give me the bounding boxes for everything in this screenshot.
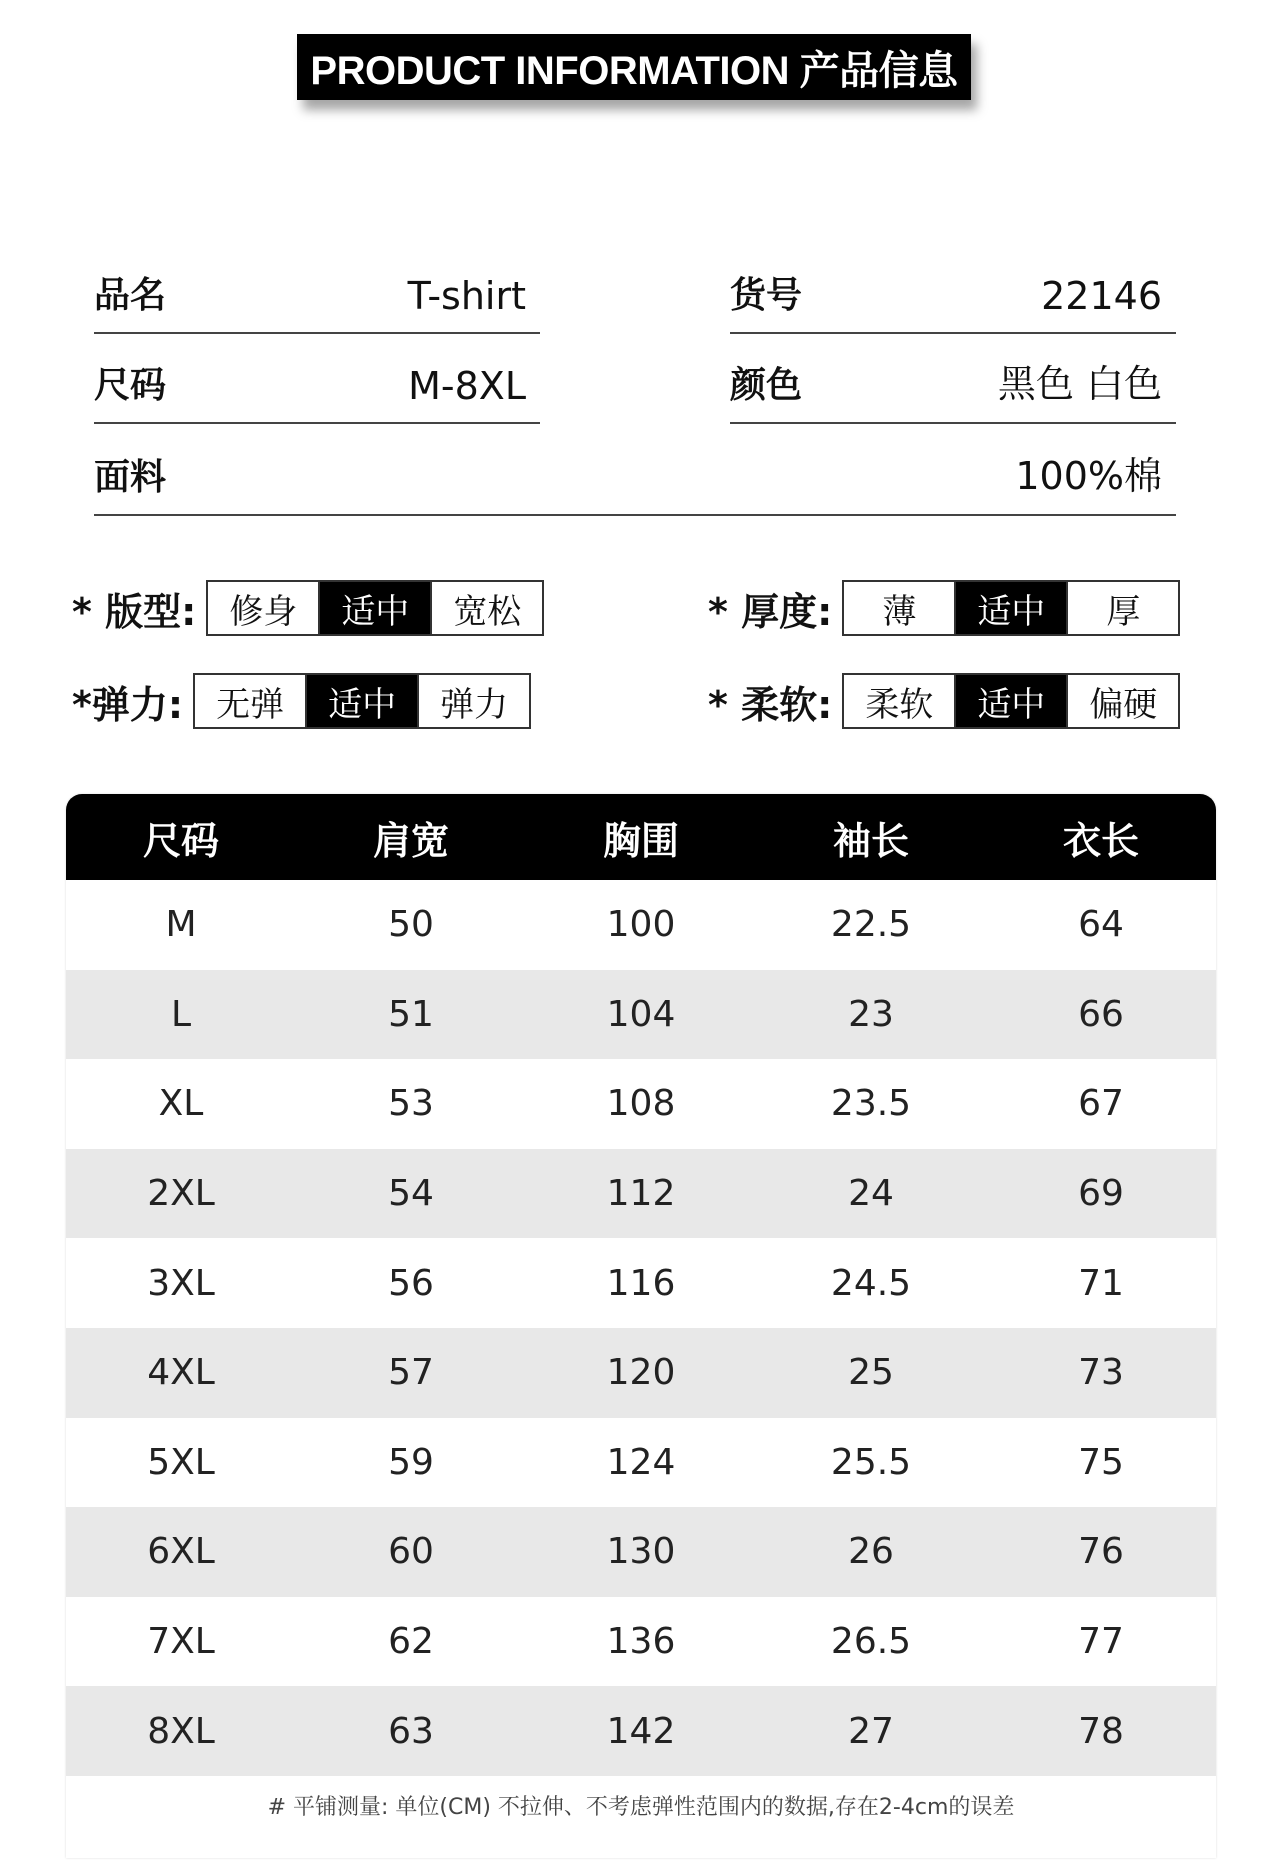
- header-chest: 胸围: [602, 818, 679, 863]
- table-cell: 71: [1078, 1262, 1124, 1304]
- table-cell: 57: [388, 1352, 434, 1394]
- table-row: [66, 970, 1216, 1060]
- table-cell: 69: [1078, 1173, 1124, 1215]
- info-row-fabric: [94, 444, 1176, 516]
- info-row-size: [94, 352, 540, 424]
- rating-fit: [72, 580, 544, 636]
- table-cell: 50: [388, 904, 434, 946]
- rating-thickness: [708, 580, 1180, 636]
- rating-option: 厚: [1068, 582, 1178, 634]
- color-label: 颜色: [730, 365, 803, 406]
- table-cell: 76: [1078, 1531, 1124, 1573]
- table-cell: 108: [606, 1083, 676, 1125]
- rating-option: 无弹: [195, 675, 307, 727]
- table-cell: 63: [388, 1710, 434, 1752]
- rating-option: 宽松: [432, 582, 542, 634]
- table-cell: 64: [1078, 904, 1124, 946]
- table-row: [66, 1238, 1216, 1328]
- table-cell: 67: [1078, 1083, 1124, 1125]
- table-cell: 3XL: [147, 1262, 215, 1304]
- table-cell: 24.5: [830, 1262, 912, 1304]
- table-cell: 8XL: [147, 1710, 215, 1752]
- table-cell: 142: [606, 1710, 676, 1752]
- name-value: T-shirt: [407, 274, 526, 318]
- table-cell: 124: [606, 1441, 676, 1483]
- table-cell: 23: [848, 993, 894, 1035]
- table-cell: 130: [606, 1531, 676, 1573]
- table-cell: 22.5: [830, 904, 912, 946]
- rating-option: 适中: [956, 675, 1068, 727]
- table-cell: 112: [606, 1173, 676, 1215]
- table-cell: 23.5: [830, 1083, 912, 1125]
- table-cell: M: [165, 904, 197, 946]
- header-length: 衣长: [1062, 818, 1139, 863]
- table-row: [66, 1597, 1216, 1687]
- table-row: [66, 1418, 1216, 1508]
- table-row: [66, 1686, 1216, 1776]
- table-cell: XL: [158, 1083, 204, 1125]
- table-cell: 27: [848, 1710, 894, 1752]
- table-row: [66, 880, 1216, 970]
- table-row: [66, 1059, 1216, 1149]
- table-cell: 56: [388, 1262, 434, 1304]
- rating-option: 适中: [307, 675, 419, 727]
- table-cell: 59: [388, 1441, 434, 1483]
- info-row-sku: [730, 262, 1176, 334]
- rating-option: 偏硬: [1068, 675, 1178, 727]
- rating-option: 薄: [844, 582, 956, 634]
- table-cell: 53: [388, 1083, 434, 1125]
- header-size: 尺码: [142, 818, 219, 863]
- page-title: PRODUCT INFORMATION 产品信息: [297, 34, 971, 100]
- info-row-color: [730, 352, 1176, 424]
- fabric-value: 100%棉: [1015, 454, 1162, 498]
- rating-option: 柔软: [844, 675, 956, 727]
- table-cell: 24: [848, 1173, 894, 1215]
- info-row-name: [94, 262, 540, 334]
- size-table-header: [66, 794, 1216, 880]
- header-shoulder: 肩宽: [372, 818, 449, 863]
- table-cell: 25.5: [830, 1441, 912, 1483]
- name-label: 品名: [94, 275, 167, 316]
- table-row: [66, 1507, 1216, 1597]
- table-cell: 100: [606, 904, 676, 946]
- size-table-body: [66, 880, 1216, 1776]
- table-cell: L: [170, 993, 192, 1035]
- rating-softness-label: * 柔软:: [708, 682, 833, 727]
- size-label: 尺码: [94, 365, 167, 406]
- table-cell: 75: [1078, 1441, 1124, 1483]
- sku-label: 货号: [730, 275, 803, 316]
- size-table: [66, 794, 1216, 1858]
- rating-option: 适中: [320, 582, 432, 634]
- rating-option: 修身: [208, 582, 320, 634]
- table-cell: 77: [1078, 1621, 1124, 1663]
- table-cell: 4XL: [147, 1352, 215, 1394]
- table-cell: 5XL: [147, 1441, 215, 1483]
- table-cell: 2XL: [147, 1173, 215, 1215]
- table-row: [66, 1149, 1216, 1239]
- header-sleeve: 袖长: [832, 818, 909, 863]
- rating-elasticity-label: *弹力:: [72, 682, 184, 727]
- rating-option: 适中: [956, 582, 1068, 634]
- table-cell: 54: [388, 1173, 434, 1215]
- table-cell: 104: [606, 993, 676, 1035]
- rating-fit-label: * 版型:: [72, 589, 197, 634]
- table-cell: 62: [388, 1621, 434, 1663]
- rating-option: 弹力: [419, 675, 529, 727]
- color-value: 黑色 白色: [997, 362, 1162, 406]
- table-cell: 78: [1078, 1710, 1124, 1752]
- table-cell: 51: [388, 993, 434, 1035]
- fabric-label: 面料: [94, 457, 167, 498]
- rating-thickness-label: * 厚度:: [708, 589, 833, 634]
- table-cell: 7XL: [147, 1621, 215, 1663]
- table-cell: 136: [606, 1621, 676, 1663]
- table-cell: 120: [606, 1352, 676, 1394]
- rating-thickness-options: [842, 580, 1180, 636]
- size-value: M-8XL: [408, 364, 526, 408]
- table-cell: 60: [388, 1531, 434, 1573]
- table-cell: 26.5: [830, 1621, 912, 1663]
- rating-softness: [708, 673, 1180, 729]
- table-cell: 26: [848, 1531, 894, 1573]
- rating-softness-options: [842, 673, 1180, 729]
- table-cell: 25: [848, 1352, 894, 1394]
- rating-fit-options: [206, 580, 544, 636]
- rating-elasticity: [72, 673, 531, 729]
- table-cell: 73: [1078, 1352, 1124, 1394]
- table-cell: 66: [1078, 993, 1124, 1035]
- sku-value: 22146: [1041, 274, 1162, 318]
- table-row: [66, 1328, 1216, 1418]
- table-cell: 6XL: [147, 1531, 215, 1573]
- rating-elasticity-options: [193, 673, 531, 729]
- table-cell: 116: [606, 1262, 676, 1304]
- measurement-note: # 平铺测量: 单位(CM) 不拉伸、不考虑弹性范围内的数据,存在2-4cm的误差: [267, 1795, 1015, 1820]
